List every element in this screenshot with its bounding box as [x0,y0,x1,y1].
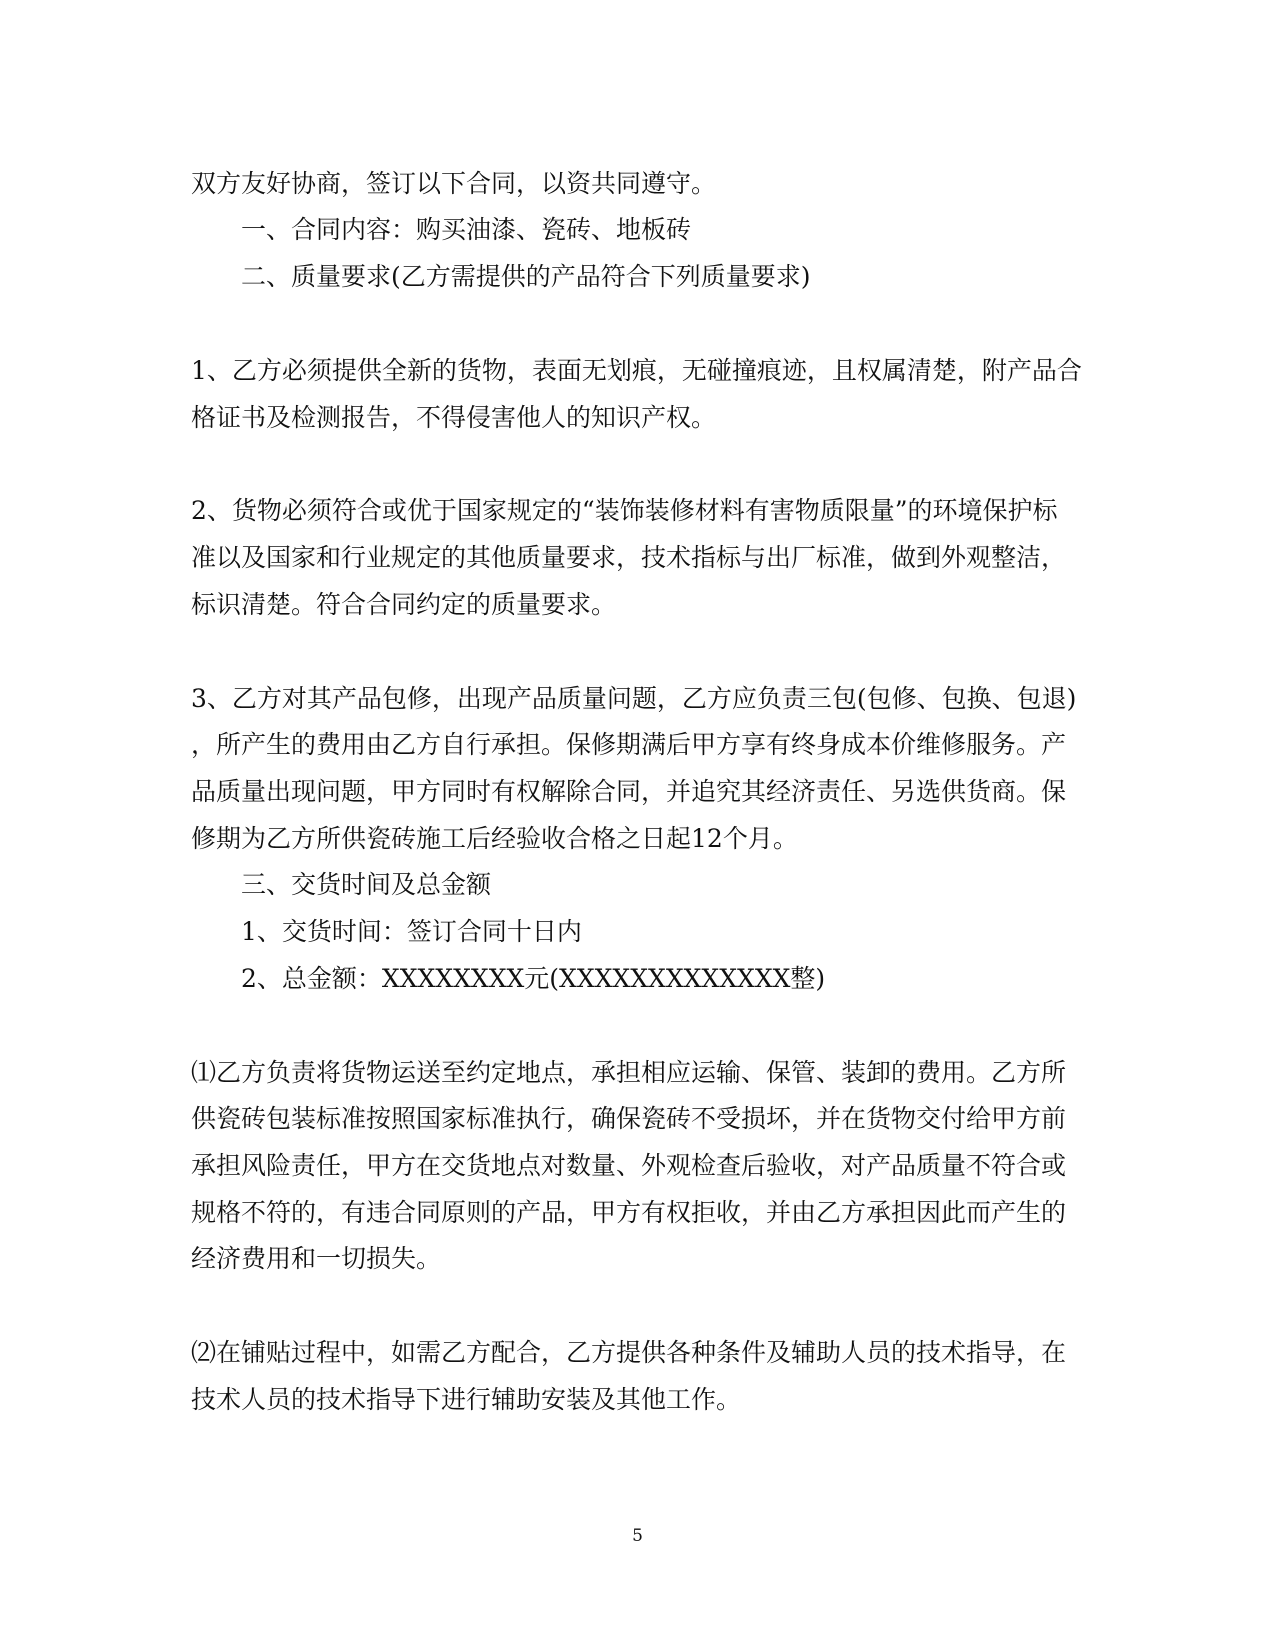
text-line: 2、总金额：XXXXXXXX元(XXXXXXXXXXXXX整) [241,964,826,993]
section-heading-contract-content: 一、合同内容：购买油漆、瓷砖、地板砖 [241,215,692,244]
section-heading-delivery: 三、交货时间及总金额 [241,870,492,899]
text-line: 1、交货时间：签订合同十日内 [241,917,582,946]
text-line: 双方友好协商，签订以下合同，以资共同遵守。 [191,169,717,198]
text-line: 修期为乙方所供瓷砖施工后经验收合格之日起12个月。 [191,824,798,853]
text-line: ⑵在铺贴过程中，如需乙方配合，乙方提供各种条件及辅助人员的技术指导，在 [191,1338,1067,1367]
text-line: ⑴乙方负责将货物运送至约定地点，承担相应运输、保管、装卸的费用。乙方所 [191,1058,1067,1087]
text-line: 标识清楚。符合合同约定的质量要求。 [191,590,617,619]
section-heading-quality-requirements: 二、质量要求(乙方需提供的产品符合下列质量要求) [241,262,811,291]
text-line: 格证书及检测报告，不得侵害他人的知识产权。 [191,403,717,432]
text-line: 1、乙方必须提供全新的货物，表面无划痕，无碰撞痕迹，且权属清楚，附产品合 [191,356,1082,385]
text-line: 品质量出现问题，甲方同时有权解除合同，并追究其经济责任、另选供货商。保 [191,777,1067,806]
text-line: 供瓷砖包装标准按照国家标准执行，确保瓷砖不受损坏，并在货物交付给甲方前 [191,1104,1067,1133]
page-number: 5 [632,1526,643,1546]
text-line: 2、货物必须符合或优于国家规定的“装饰装修材料有害物质限量”的环境保护标 [191,496,1058,525]
text-line: 承担风险责任，甲方在交货地点对数量、外观检查后验收，对产品质量不符合或 [191,1151,1067,1180]
text-line: 规格不符的，有违合同原则的产品，甲方有权拒收，并由乙方承担因此而产生的 [191,1198,1067,1227]
text-line: 准以及国家和行业规定的其他质量要求，技术指标与出厂标准，做到外观整洁， [191,543,1067,572]
text-line: 技术人员的技术指导下进行辅助安装及其他工作。 [191,1385,742,1414]
text-line: 3、乙方对其产品包修，出现产品质量问题，乙方应负责三包(包修、包换、包退) [191,684,1077,713]
text-line: 经济费用和一切损失。 [191,1244,442,1273]
text-line: ，所产生的费用由乙方自行承担。保修期满后甲方享有终身成本价维修服务。产 [191,730,1067,759]
